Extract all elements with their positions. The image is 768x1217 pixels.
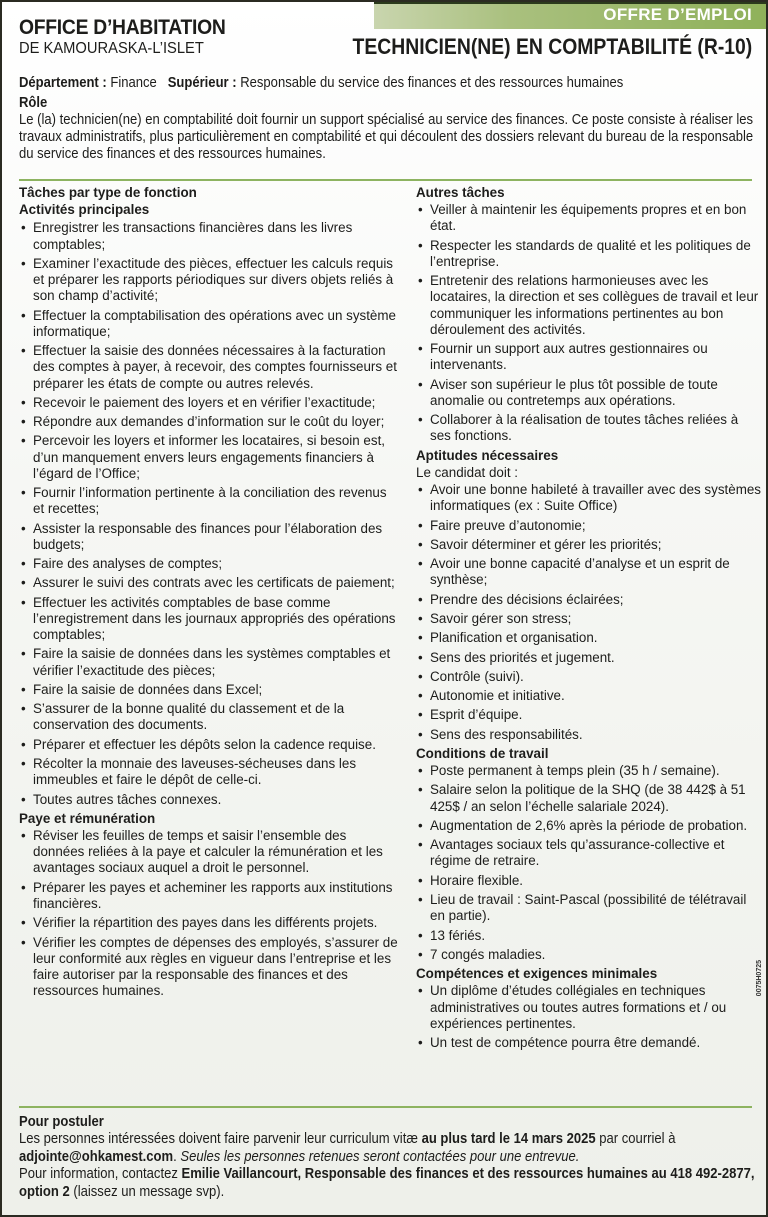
list-item: • Fournir un support aux autres gestionnaires ou intervenants.	[416, 341, 761, 373]
list-item: • Récolter la monnaie des laveuses-sécheuses dans les immeubles et faire le dépôt de celle-ci.	[19, 756, 399, 788]
apply-section	[19, 1114, 755, 1201]
list-item: • Assurer le suivi des contrats avec les certificats de paiement;	[19, 575, 399, 591]
list-item: • Lieu de travail : Saint-Pascal (possibilité de télétravail en partie).	[416, 892, 761, 924]
list-item: • Vérifier la répartition des payes dans les différents projets.	[19, 915, 399, 931]
skills-list	[416, 482, 761, 743]
list-item: • Répondre aux demandes d’information sur le coût du loyer;	[19, 414, 399, 430]
list-item: • Avoir une bonne capacité d’analyse et un esprit de synthèse;	[416, 556, 761, 588]
job-title: TECHNICIEN(NE) EN COMPTABILITÉ (R-10)	[352, 34, 752, 59]
organization-name	[19, 16, 244, 58]
list-item: • Collaborer à la réalisation de toutes tâches reliées à ses fonctions.	[416, 412, 761, 444]
offer-banner	[374, 2, 766, 29]
list-item: • Veiller à maintenir les équipements propres et en bon état.	[416, 202, 761, 234]
list-item: • Enregistrer les transactions financières dans les livres comptables;	[19, 220, 399, 252]
list-item: • Fournir l’information pertinente à la conciliation des revenus et recettes;	[19, 485, 399, 517]
list-item: • 7 congés maladies.	[416, 947, 761, 963]
department-value: Finance	[110, 75, 157, 91]
list-item: • Contrôle (suivi).	[416, 669, 761, 685]
list-item: • Examiner l’exactitude des pièces, effectuer les calculs requis et préparer les rapports périodiques sur divers objets reliés à son champ d’activité;	[19, 256, 399, 305]
list-item: • Effectuer la comptabilisation des opérations avec un système informatique;	[19, 308, 399, 340]
list-item: • Faire la saisie de données dans Excel;	[19, 682, 399, 698]
role-description: Le (la) technicien(ne) en comptabilité doit fournir un support spécialisé au service des finances. Ce poste consiste à réaliser les travaux administratifs, plus particulièrement en comptabilité et qui découlent des dossiers relevant du bureau de la responsable du service des finances et des ressources humaines.	[19, 112, 754, 162]
apply-email-link[interactable]: adjointe@ohkamest.com	[19, 1148, 174, 1165]
contact-person: Emilie Vaillancourt, Responsable des finances et des ressources humaines au 418 492-2877, option 2	[19, 1166, 755, 1200]
list-item: • 13 fériés.	[416, 928, 761, 944]
list-item: • Effectuer la saisie des données nécessaires à la facturation des comptes à payer, à recevoir, des comptes fournisseurs et préparer les états de compte ou autres relevés.	[19, 343, 399, 392]
apply-heading: Pour postuler	[19, 1114, 104, 1130]
list-item: • Vérifier les comptes de dépenses des employés, s’assurer de leur conformité aux règles en vigueur dans l’entreprise et les faire autoriser par la responsable des finances et des ressources humaines.	[19, 935, 399, 1000]
apply-text-2: par courriel à	[595, 1131, 676, 1148]
requirements-list	[416, 983, 761, 1051]
right-column	[416, 185, 761, 1054]
list-item: • Entretenir des relations harmonieuses avec les locataires, la direction et ses collègues de travail et leur communiquer les informations pertinentes au bon déroulement des activités.	[416, 273, 761, 338]
list-item: • Savoir déterminer et gérer les priorités;	[416, 537, 761, 553]
reference-code: 0075H0725	[756, 960, 763, 997]
offer-banner-text: OFFRE D’EMPLOI	[603, 5, 752, 24]
contact-paragraph	[19, 1166, 757, 1201]
list-item: • Aviser son supérieur le plus tôt possible de toute anomalie ou contretemps aux opérations.	[416, 377, 761, 409]
list-item: • Préparer les payes et acheminer les rapports aux institutions financières.	[19, 880, 399, 912]
skills-heading: Aptitudes nécessaires	[416, 447, 559, 463]
list-item: • Sens des responsabilités.	[416, 727, 761, 743]
supervisor-label: Supérieur :	[167, 75, 237, 91]
list-item: • Sens des priorités et jugement.	[416, 650, 761, 666]
top-divider	[19, 179, 752, 181]
list-item: • Percevoir les loyers et informer les locataires, si besoin est, d’un manquement envers leurs engagements financiers à l’égard de l’Office;	[19, 433, 399, 482]
conditions-heading: Conditions de travail	[416, 745, 549, 761]
list-item: • Un diplôme d’études collégiales en techniques administratives ou toutes autres formations et / ou expériences pertinentes.	[416, 983, 761, 1032]
department-line	[19, 75, 679, 92]
list-item: • Prendre des décisions éclairées;	[416, 592, 761, 608]
role-heading: Rôle	[19, 95, 48, 111]
list-item: • Recevoir le paiement des loyers et en vérifier l’exactitude;	[19, 395, 399, 411]
list-item: • Respecter les standards de qualité et les politiques de l’entreprise.	[416, 238, 761, 270]
list-item: • Poste permanent à temps plein (35 h / semaine).	[416, 763, 761, 779]
apply-paragraph	[19, 1131, 757, 1166]
apply-note: Seules les personnes retenues seront contactées pour une entrevue.	[180, 1148, 580, 1165]
list-item: • Assister la responsable des finances pour l’élaboration des budgets;	[19, 521, 399, 553]
main-activities-heading: Activités principales	[19, 202, 150, 218]
list-item: • Préparer et effectuer les dépôts selon la cadence requise.	[19, 737, 399, 753]
list-item: • Esprit d’équipe.	[416, 707, 761, 723]
list-item: • Augmentation de 2,6% après la période de probation.	[416, 818, 761, 834]
skills-lead: Le candidat doit :	[416, 464, 518, 480]
intro-section	[19, 75, 752, 163]
conditions-list	[416, 763, 761, 963]
list-item: • Effectuer les activités comptables de base comme l’enregistrement dans les journaux appropriés des opérations comptables;	[19, 595, 399, 644]
list-item: • Autonomie et initiative.	[416, 688, 761, 704]
list-item: • Faire la saisie de données dans les systèmes comptables et vérifier l’exactitude des pièces;	[19, 646, 399, 678]
list-item: • Planification et organisation.	[416, 630, 761, 646]
list-item: • Horaire flexible.	[416, 873, 761, 889]
main-activities-list	[19, 220, 399, 807]
list-item: • Avoir une bonne habileté à travailler avec des systèmes informatiques (ex : Suite Office)	[416, 482, 761, 514]
list-item: • Salaire selon la politique de la SHQ (de 38 442$ à 51 425$ / an selon l’échelle salariale 2024).	[416, 782, 761, 814]
org-name-line2: DE KAMOURASKA-L’ISLET	[19, 40, 204, 57]
pay-heading: Paye et rémunération	[19, 810, 156, 826]
contact-text-2: (laissez un message svp).	[69, 1183, 225, 1200]
tasks-heading: Tâches par type de fonction	[19, 185, 197, 200]
other-tasks-heading: Autres tâches	[416, 185, 505, 200]
list-item: • Un test de compétence pourra être demandé.	[416, 1035, 761, 1051]
department-label: Département :	[19, 75, 107, 91]
apply-deadline: au plus tard le 14 mars 2025	[421, 1131, 596, 1148]
apply-text-3: .	[173, 1148, 181, 1165]
apply-text: Les personnes intéressées doivent faire parvenir leur curriculum vitæ	[19, 1131, 422, 1148]
supervisor-value: Responsable du service des finances et des ressources humaines	[240, 75, 624, 91]
requirements-heading: Compétences et exigences minimales	[416, 966, 658, 982]
list-item: • Réviser les feuilles de temps et saisir l’ensemble des données reliées à la paye et calculer la rémunération et les avantages sociaux auquel a droit le personnel.	[19, 828, 399, 877]
list-item: • Avantages sociaux tels qu’assurance-collective et régime de retraire.	[416, 837, 761, 869]
left-column	[19, 185, 399, 1002]
list-item: • Toutes autres tâches connexes.	[19, 792, 399, 808]
org-name-line1: OFFICE D’HABITATION	[19, 16, 226, 39]
list-item: • S’assurer de la bonne qualité du classement et de la conservation des documents.	[19, 701, 399, 733]
other-tasks-list	[416, 202, 761, 444]
contact-text: Pour information, contactez	[19, 1166, 182, 1183]
list-item: • Faire preuve d’autonomie;	[416, 518, 761, 534]
pay-list	[19, 828, 399, 999]
bottom-divider	[19, 1106, 752, 1108]
list-item: • Faire des analyses de comptes;	[19, 556, 399, 572]
list-item: • Savoir gérer son stress;	[416, 611, 761, 627]
